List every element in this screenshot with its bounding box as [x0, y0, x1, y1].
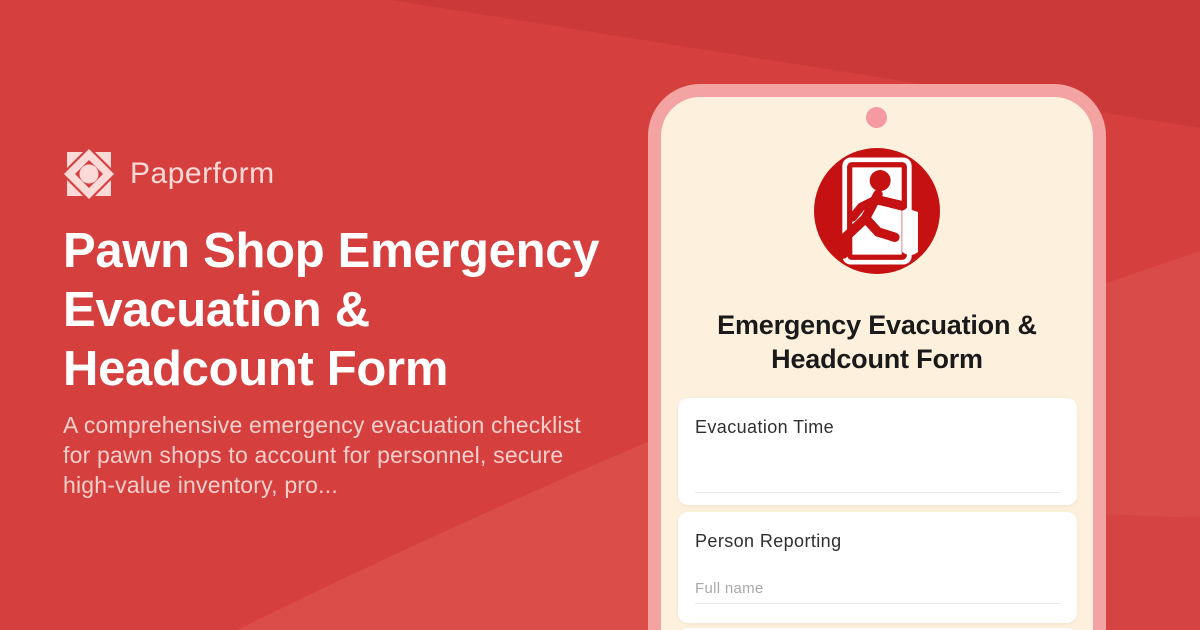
phone-mockup	[648, 84, 1106, 630]
field-label: Person Reporting	[695, 531, 842, 551]
emergency-exit-icon	[814, 148, 940, 274]
page-title-line: Headcount Form	[63, 342, 449, 396]
phone-screen	[661, 97, 1093, 630]
page-description	[63, 410, 623, 500]
evacuation-time-input[interactable]	[695, 463, 1060, 493]
field-label: Evacuation Time	[695, 417, 835, 437]
form-title-line: Emergency Evacuation &	[717, 310, 1037, 340]
page-description-line: for pawn shops to account for personnel, secure	[63, 442, 564, 468]
brand-header	[63, 148, 275, 200]
page-description-line: high-value inventory, pro...	[63, 472, 338, 498]
form-title-line: Headcount Form	[771, 344, 983, 374]
page-title-line: Pawn Shop Emergency	[63, 224, 600, 278]
camera-dot	[866, 107, 887, 128]
form-field-card-evacuation-time	[678, 398, 1077, 505]
page-description-line: A comprehensive emergency evacuation checklist	[63, 412, 582, 438]
paperform-logo-icon	[63, 148, 115, 200]
page-title	[63, 222, 683, 399]
form-title	[661, 308, 1093, 376]
brand-wordmark: Paperform	[130, 157, 275, 190]
form-field-card-person-reporting	[678, 512, 1077, 623]
page-title-line: Evacuation &	[63, 283, 370, 337]
person-reporting-input[interactable]	[695, 574, 1060, 604]
